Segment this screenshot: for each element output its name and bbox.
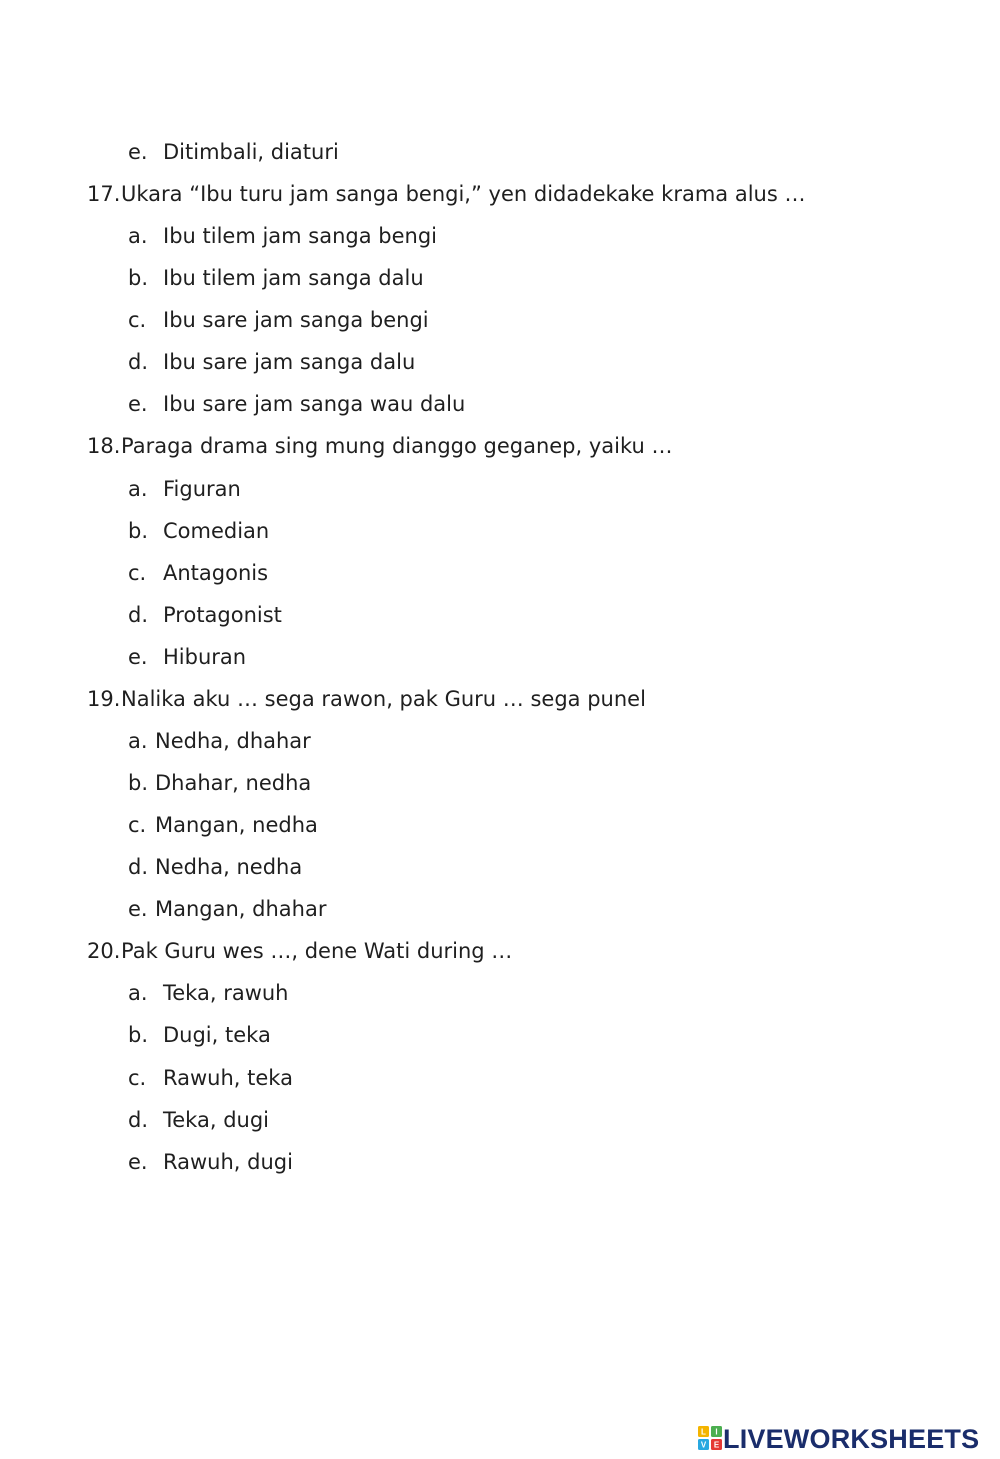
option-text: Teka, dugi: [163, 1108, 269, 1132]
option-letter: d.: [128, 855, 149, 879]
liveworksheets-brand: [698, 1423, 998, 1455]
question-number: 19.: [87, 687, 121, 711]
svg-text:E: E: [713, 1440, 720, 1450]
option-letter: b.: [128, 771, 149, 795]
option-text: Mangan, dhahar: [155, 897, 327, 921]
question-number: 18.: [87, 434, 121, 458]
question-text: Pak Guru wes …, dene Wati during …: [121, 939, 513, 963]
option-letter: b.: [128, 519, 149, 543]
option-letter: a.: [128, 224, 148, 248]
svg-text:V: V: [700, 1440, 707, 1450]
option-text: Nedha, nedha: [155, 855, 303, 879]
question-number: 20.: [87, 939, 121, 963]
option-letter: a.: [128, 477, 148, 501]
question-text: Ukara “Ibu turu jam sanga bengi,” yen didadekake krama alus …: [121, 182, 806, 206]
option-text: Comedian: [163, 519, 270, 543]
option-text: Rawuh, dugi: [163, 1150, 293, 1174]
option-text: Teka, rawuh: [163, 981, 289, 1005]
option-letter: e.: [128, 392, 148, 416]
option-text: Ibu sare jam sanga dalu: [163, 350, 416, 374]
option-text: Figuran: [163, 477, 241, 501]
option-letter: b.: [128, 1023, 149, 1047]
option-text: Dhahar, nedha: [155, 771, 312, 795]
option-text: Antagonis: [163, 561, 269, 585]
option-letter: d.: [128, 350, 149, 374]
option-letter: d.: [128, 1108, 149, 1132]
svg-text:L: L: [701, 1427, 706, 1437]
option-letter: c.: [128, 308, 147, 332]
option-letter: c.: [128, 813, 147, 837]
question-text: Paraga drama sing mung dianggo geganep, yaiku …: [121, 434, 673, 458]
option-letter: a.: [128, 981, 148, 1005]
option-letter: e.: [128, 897, 148, 921]
option-letter: b.: [128, 266, 149, 290]
option-letter: c.: [128, 561, 147, 585]
option-text: Ibu tilem jam sanga bengi: [163, 224, 438, 248]
option-letter: e.: [128, 140, 148, 164]
option-letter: d.: [128, 603, 149, 627]
option-letter: c.: [128, 1066, 147, 1090]
liveworksheets-logo-icon: [698, 1426, 722, 1450]
option-text: Rawuh, teka: [163, 1066, 293, 1090]
question-number: 17.: [87, 182, 121, 206]
option-text: Nedha, dhahar: [155, 729, 311, 753]
option-text: Ditimbali, diaturi: [163, 140, 339, 164]
question-text: Nalika aku … sega rawon, pak Guru … sega punel: [121, 687, 646, 711]
option-text: Ibu sare jam sanga bengi: [163, 308, 429, 332]
option-text: Mangan, nedha: [155, 813, 318, 837]
option-text: Dugi, teka: [163, 1023, 271, 1047]
brand-name: LIVEWORKSHEETS: [723, 1424, 980, 1454]
option-text: Protagonist: [163, 603, 282, 627]
option-letter: e.: [128, 1150, 148, 1174]
option-text: Ibu sare jam sanga wau dalu: [163, 392, 466, 416]
svg-text:I: I: [715, 1427, 718, 1437]
option-letter: e.: [128, 645, 148, 669]
option-letter: a.: [128, 729, 148, 753]
option-text: Ibu tilem jam sanga dalu: [163, 266, 424, 290]
option-text: Hiburan: [163, 645, 247, 669]
